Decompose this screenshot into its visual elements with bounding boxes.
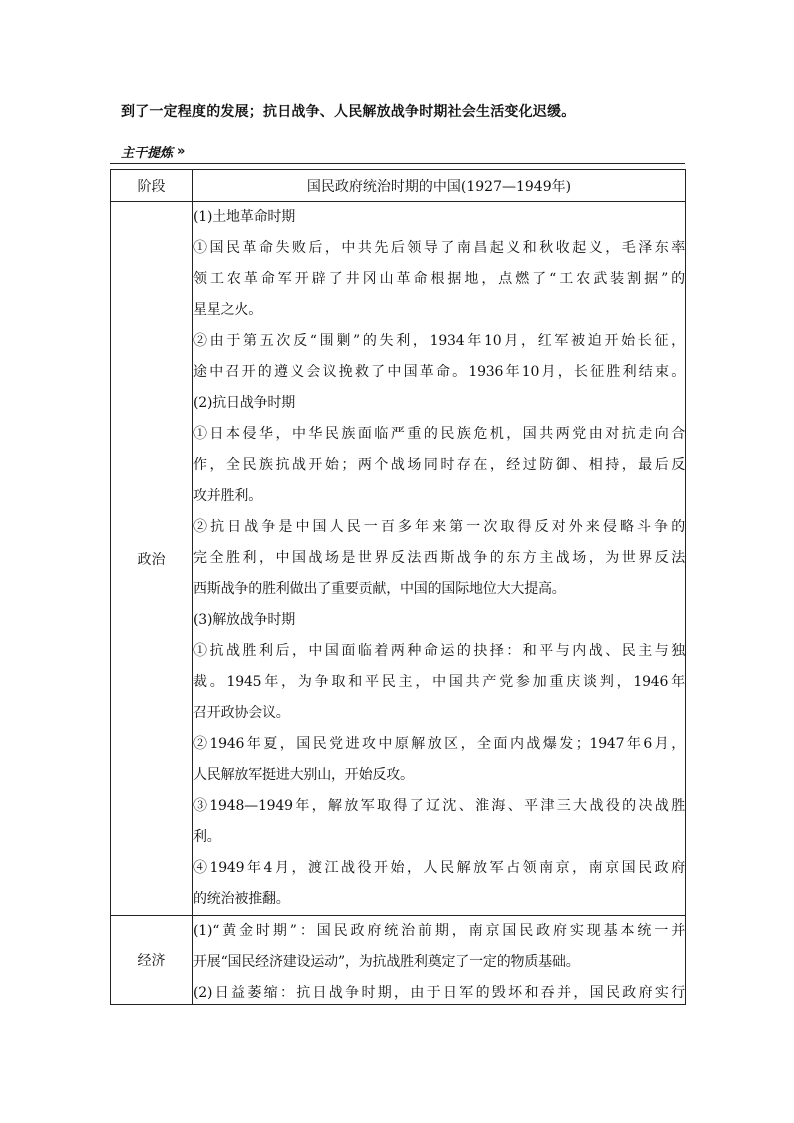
table-row-economy (111, 916, 686, 1005)
politics-line: ③1948—1949年，解放军取得了辽沈、淮海、平津三大战役的决战胜 (193, 798, 685, 814)
table-header-row (111, 170, 686, 202)
economy-line: 开展“国民经济建设运动”，为抗战胜利奠定了一定的物质基础。 (193, 954, 580, 970)
stage-economy: 经济 (111, 916, 193, 1005)
economy-content (193, 916, 686, 1005)
politics-line: 裁。1945年，为争取和平民主，中国共产党参加重庆谈判，1946年 (193, 674, 685, 690)
header-stage: 阶段 (111, 170, 193, 202)
politics-line: (2)抗日战争时期 (193, 395, 296, 411)
politics-line: 完全胜利，中国战场是世界反法西斯战争的东方主战场，为世界反法 (193, 550, 685, 566)
table-row-politics (111, 202, 686, 916)
politics-line: ②1946年夏，国民党进攻中原解放区，全面内战爆发；1947年6月， (193, 736, 685, 752)
politics-line: 召开政协会议。 (193, 705, 290, 721)
politics-line: 作，全民族抗战开始；两个战场同时存在，经过防御、相持，最后反 (193, 457, 685, 473)
politics-line: 人民解放军挺进大别山，开始反攻。 (193, 767, 414, 783)
economy-line: (1)“黄金时期”：国民政府统治前期，南京国民政府实现基本统一并 (193, 923, 685, 939)
header-content: 国民政府统治时期的中国(1927—1949年) (193, 170, 686, 202)
stage-politics: 政治 (111, 202, 193, 916)
politics-line: ④1949年4月，渡江战役开始，人民解放军占领南京，南京国民政府 (193, 860, 685, 876)
politics-line: 利。 (193, 829, 221, 845)
politics-line: 西斯战争的胜利做出了重要贡献，中国的国际地位大大提高。 (193, 581, 566, 597)
section-heading-title: 主干提炼 (121, 146, 174, 161)
summary-table (110, 169, 686, 1005)
politics-line: 途中召开的遵义会议挽救了中国革命。1936年10月，长征胜利结束。 (193, 364, 685, 380)
politics-line: ②由于第五次反“围剿”的失利，1934年10月，红军被迫开始长征， (193, 333, 685, 349)
intro-text: 到了一定程度的发展；抗日战争、人民解放战争时期社会生活变化迟缓。 (121, 104, 576, 120)
politics-line: (3)解放战争时期 (193, 612, 296, 628)
politics-line: 的统治被推翻。 (193, 891, 290, 907)
politics-line: 星星之火。 (193, 302, 262, 318)
politics-content (193, 202, 686, 916)
politics-line: (1)土地革命时期 (193, 209, 296, 225)
politics-line: ②抗日战争是中国人民一百多年来第一次取得反对外来侵略斗争的 (193, 519, 685, 535)
economy-line: (2)日益萎缩：抗日战争时期，由于日军的毁坏和吞并，国民政府实行 (193, 985, 685, 1001)
politics-line: ①抗战胜利后，中国面临着两种命运的抉择：和平与内战、民主与独 (193, 643, 685, 659)
politics-line: 领工农革命军开辟了井冈山革命根据地，点燃了“工农武装割据”的 (193, 271, 685, 287)
double-chevron-icon: » (177, 144, 183, 159)
section-heading (121, 142, 182, 161)
heading-divider (110, 163, 685, 164)
politics-line: ①国民革命失败后，中共先后领导了南昌起义和秋收起义，毛泽东率 (193, 240, 685, 256)
politics-line: 攻并胜利。 (193, 488, 262, 504)
politics-line: ①日本侵华，中华民族面临严重的民族危机，国共两党由对抗走向合 (193, 426, 685, 442)
